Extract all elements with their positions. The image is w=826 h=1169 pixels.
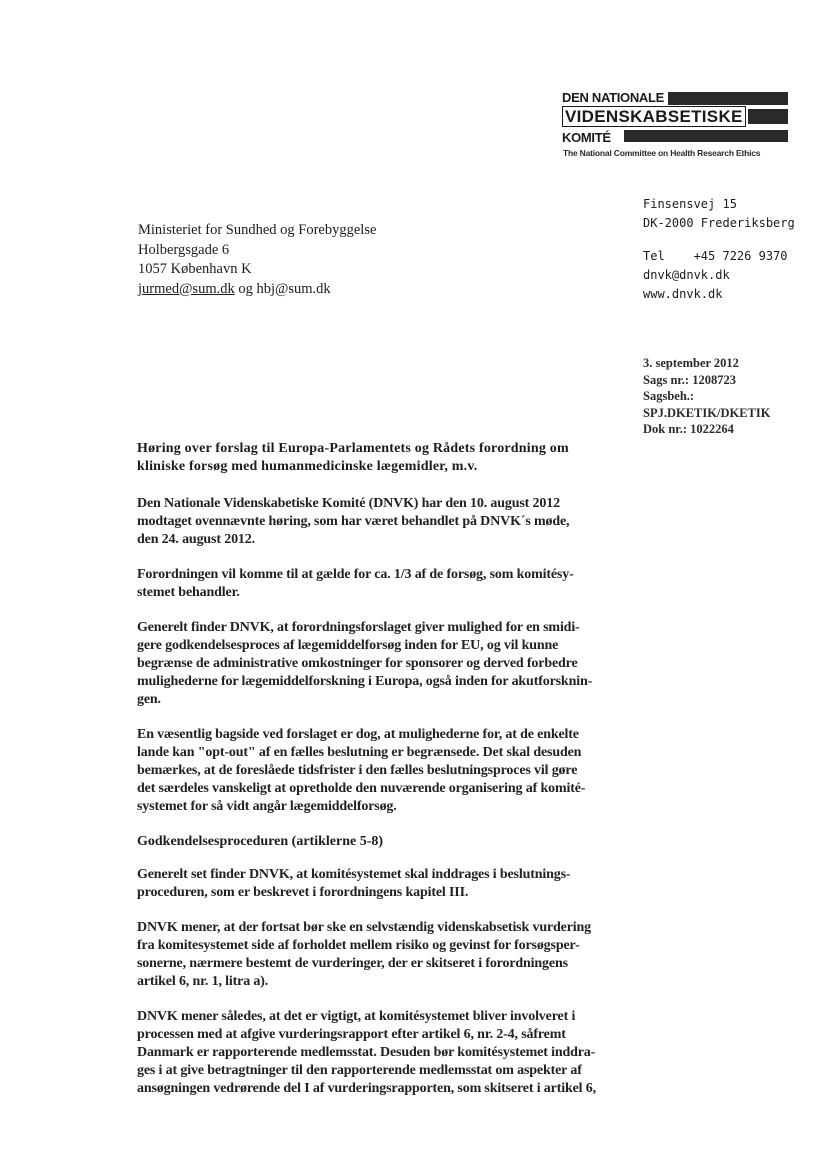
logo-line-2: VIDENSKABSETISKE: [562, 106, 746, 127]
committee-logo: [560, 88, 790, 147]
case-handler-label: Sagsbeh.:: [643, 389, 695, 403]
sender-website: www.dnvk.dk: [643, 287, 723, 301]
sender-phone: Tel +45 7226 9370: [643, 249, 788, 263]
paragraph-6: DNVK mener, at der fortsat bør ske en selvstændig videnskabsetisk vurdering fra komitesystemet side af forholdet mellem risiko og gevinst for forsøgsper- sonerne, nærmere bestemt de vurderinger, der er skitseret i forordningens artikel 6, nr. 1, litra a).: [137, 920, 592, 989]
paragraph-7: DNVK mener således, at det er vigtigt, at komitésystemet bliver involveret i processen med at afgive vurderingsrapport efter artikel 6, nr. 2-4, såfremt Danmark er rapporterende medlemsstat. Desuden bør komitésystemet inddra- ges i at give betragtninger til den rapporterende medlemsstat om aspekter af ansøgningen vedrørende del I af vurderingsrapporten, som skitseret i artikel 6,: [137, 1009, 596, 1096]
logo-line-3: KOMITÉ: [562, 130, 611, 145]
recipient-address: [138, 221, 376, 299]
case-metadata: [643, 355, 770, 438]
paragraph-5: Generelt set finder DNVK, at komitésystemet skal inddrages i beslutnings- proceduren, som er beskrevet i forordningens kapitel III.: [137, 867, 571, 900]
recipient-name: Ministeriet for Sundhed og Forebyggelse: [138, 222, 377, 238]
recipient-emails: [138, 280, 376, 300]
logo-tagline: The National Committee on Health Research Ethics: [563, 148, 761, 158]
letter-date: 3. september 2012: [643, 356, 739, 370]
document-number: Dok nr.: 1022264: [643, 422, 734, 436]
recipient-city: 1057 København K: [138, 261, 252, 277]
paragraph-3: Generelt finder DNVK, at forordningsforslaget giver mulighed for en smidi- gere godkendelsesproces af lægemiddelforsøg inden for EU, og vil kunne begrænse de administrative omkostninger for sponsorer og derved forbedre mulighederne for lægemiddelforskning i Europa, også inden for akutforsknin- gen.: [137, 620, 593, 707]
recipient-email-other: og hbj@sum.dk: [234, 280, 331, 297]
sender-email: dnvk@dnvk.dk: [643, 268, 730, 282]
paragraph-1: Den Nationale Videnskabetiske Komité (DNVK) har den 10. august 2012 modtaget ovennævnte høring, som har været behandlet på DNVK´s møde, den 24. august 2012.: [137, 496, 570, 547]
recipient-street: Holbergsgade 6: [138, 241, 230, 258]
sender-street: Finsensvej 15: [643, 197, 737, 211]
letter-subject: Høring over forslag til Europa-Parlamentets og Rådets forordning om kliniske forsøg med humanmedicinske lægemidler, m.v.: [137, 441, 569, 474]
letter-body: [137, 440, 597, 1115]
logo-bar: [624, 130, 788, 142]
recipient-email-link[interactable]: jurmed@sum.dk: [138, 280, 235, 297]
logo-line-1: DEN NATIONALE: [562, 90, 665, 105]
case-number: Sags nr.: 1208723: [643, 372, 736, 387]
paragraph-4: En væsentlig bagside ved forslaget er dog, at mulighederne for, at de enkelte lande kan "opt-out" af en fælles beslutning er begrænsede. Det skal desuden bemærkes, at de foreslåede tidsfrister i den fælles beslutningsproces vil gøre det særdeles vanskeligt at opretholde den nuværende organisering af komité- systemet for så vidt angår lægemiddelforsøg.: [137, 727, 586, 814]
sender-address: [643, 195, 795, 304]
section-heading: Godkendelsesproceduren (artiklerne 5-8): [137, 834, 384, 849]
paragraph-2: Forordningen vil komme til at gælde for ca. 1/3 af de forsøg, som komitésy- stemet behandler.: [137, 567, 574, 600]
case-handler: SPJ.DKETIK/DKETIK: [643, 405, 771, 420]
sender-city: DK-2000 Frederiksberg: [643, 216, 795, 230]
logo-bar: [668, 92, 788, 105]
